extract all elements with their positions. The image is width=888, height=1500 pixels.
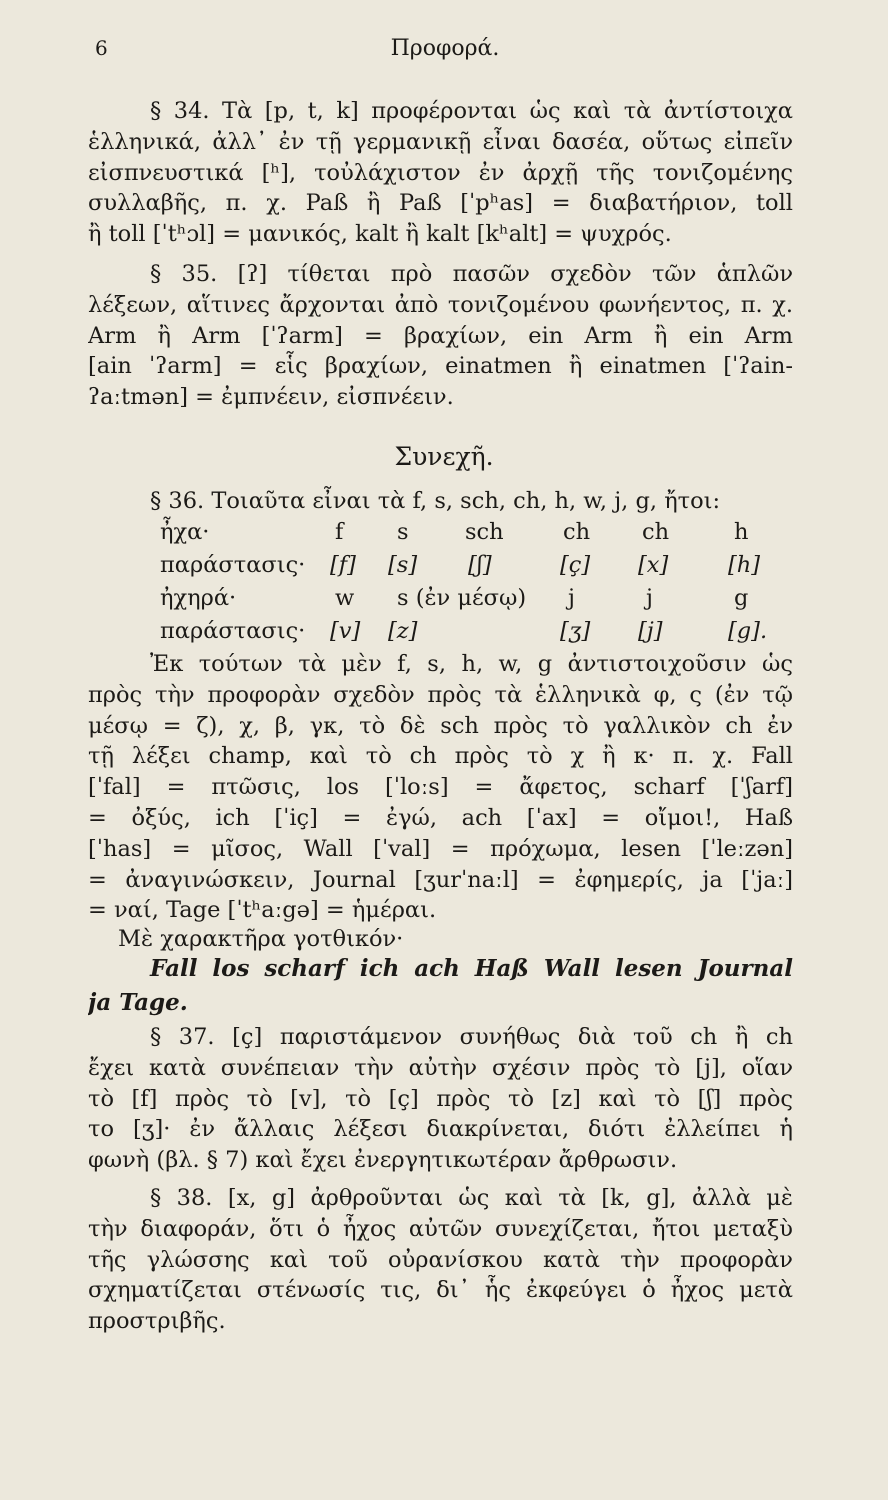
row-label: ἠχηρά·	[160, 585, 237, 611]
table-cell: s (ἐν μέσῳ)	[397, 585, 527, 611]
text-line: = ἀναγινώσκειν, Journal [ʒurˈnaːl] = ἐφημερίς, ja [ˈjaː]	[88, 866, 793, 893]
table-cell: [f]	[330, 552, 356, 578]
row-label: παράστασις·	[160, 552, 306, 578]
table-cell: j	[646, 585, 653, 611]
text-line: [ˈhas] = μῖσος, Wall [ˈval] = πρόχωμα, lesen [ˈleːzən]	[88, 835, 793, 862]
table-cell: [h]	[728, 552, 761, 578]
table-row	[160, 552, 800, 582]
text-line: = ὀξύς, ich [ˈiç] = ἐγώ, ach [ˈax] = οἴμοι!, Haß	[88, 804, 793, 831]
text-line: τῆς γλώσσης καὶ τοῦ οὐρανίσκου κατὰ τὴν προφορὰν	[88, 1246, 793, 1273]
text-line: = ναί, Tage [ˈtʰaːgə] = ἡμέραι.	[88, 897, 437, 924]
running-title: Προφορά.	[390, 36, 500, 61]
table-cell: f	[335, 519, 344, 545]
text-line: λέξεων, αἵτινες ἄρχονται ἀπὸ τονιζομένου φωνήεντος, π. χ.	[88, 291, 793, 318]
section-heading: Συνεχῆ.	[394, 442, 494, 471]
text-line: εἰσπνευστικά [ʰ], τοὐλάχιστον ἐν ἀρχῇ τῆς τονιζομένης	[88, 159, 793, 186]
table-cell: [j]	[638, 618, 663, 644]
text-line: Μὲ χαρακτῆρα γοτθικόν·	[118, 926, 404, 952]
table-row	[160, 618, 800, 648]
table-cell: j	[568, 585, 575, 611]
row-label: παράστασις·	[160, 618, 306, 644]
paragraph-38	[88, 1183, 793, 1337]
table-cell: h	[734, 519, 749, 545]
text-line: ἔχει κατὰ συνέπειαν τὴν αὐτὴν σχέσιν πρὸς τὸ [j], οἵαν	[88, 1054, 793, 1081]
table-cell: sch	[465, 519, 504, 545]
text-line: φωνὴ (βλ. § 7) καὶ ἔχει ἐνεργητικωτέραν ἄρθρωσιν.	[88, 1147, 678, 1174]
text-line: σχηματίζεται στένωσίς τις, δι᾽ ἧς ἐκφεύγει ὁ ἦχος μετὰ	[88, 1277, 793, 1304]
table-cell: g	[734, 585, 749, 611]
gothic-intro	[88, 924, 793, 955]
text-line: Ἐκ τούτων τὰ μὲν f, s, h, w, g ἀντιστοιχοῦσιν ὡς	[150, 651, 793, 677]
table-cell: w	[335, 585, 355, 611]
table-cell: [g].	[728, 618, 768, 644]
paragraph-36-body	[88, 649, 793, 926]
paragraph-37	[88, 1022, 793, 1176]
text-line: πρὸς τὴν προφορὰν σχεδὸν πρὸς τὰ ἑλληνικὰ φ, ς (ἐν τῷ	[88, 681, 793, 708]
text-line: [ˈfal] = πτῶσις, los [ˈloːs] = ἄφετος, scharf [ˈʃarf]	[88, 774, 793, 801]
paragraph-36-intro	[88, 486, 793, 517]
table-cell: [ç]	[560, 552, 591, 578]
sound-table	[160, 519, 800, 648]
paragraph-35	[88, 259, 793, 413]
text-line: μέσῳ = ζ), χ, β, γκ, τὸ δὲ sch πρὸς τὸ γαλλικὸν ch ἐν	[88, 712, 793, 739]
table-cell: [ʒ]	[560, 618, 591, 644]
text-line: το [ʒ]· ἐν ἄλλαις λέξεσι διακρίνεται, διότι ἐλλείπει ἡ	[88, 1116, 793, 1143]
row-label: ἦχα·	[160, 519, 210, 545]
text-line: § 35. [ʔ] τίθεται πρὸ πασῶν σχεδὸν τῶν ἁπλῶν	[150, 261, 793, 287]
text-line: § 36. Τοιαῦτα εἶναι τὰ f, s, sch, ch, h, w, j, g, ἤτοι:	[150, 488, 721, 514]
text-line: § 37. [ç] παριστάμενον συνήθως διὰ τοῦ ch ἢ ch	[150, 1024, 793, 1050]
table-row	[160, 519, 800, 549]
table-cell: [z]	[388, 618, 418, 644]
fraktur-line: Fall los scharf ich ach Haß Wall lesen Journal	[150, 955, 793, 982]
text-line: Arm ἢ Arm [ˈʔarm] = βραχίων, ein Arm ἢ ein Arm	[88, 322, 793, 349]
fraktur-example	[88, 952, 793, 1020]
text-line: ʔaːtmən] = ἐμπνέειν, εἰσπνέειν.	[88, 384, 454, 411]
text-line: ἑλληνικά, ἀλλ᾽ ἐν τῇ γερμανικῇ εἶναι δασέα, οὕτως εἰπεῖν	[88, 128, 793, 155]
table-row	[160, 585, 800, 615]
table-cell: s	[397, 519, 409, 545]
text-line: § 38. [x, g] ἀρθροῦνται ὡς καὶ τὰ [k, g], ἀλλὰ μὲ	[150, 1185, 793, 1211]
table-cell: [v]	[330, 618, 361, 644]
text-line: συλλαβῆς, π. χ. Paß ἢ Paß [ˈpʰas] = διαβατήριον, toll	[88, 190, 793, 217]
page-number: 6	[95, 36, 108, 60]
text-line: τῇ λέξει champ, καὶ τὸ ch πρὸς τὸ χ ἢ κ· π. χ. Fall	[88, 743, 793, 770]
fraktur-line: ja Tage.	[88, 989, 188, 1016]
text-line: ἢ toll [ˈtʰɔl] = μανικός, kalt ἢ kalt [kʰalt] = ψυχρός.	[88, 221, 672, 248]
paragraph-34	[88, 96, 793, 250]
table-cell: ch	[563, 519, 591, 545]
text-line: τὸ [f] πρὸς τὸ [v], τὸ [ç] πρὸς τὸ [z] καὶ τὸ [ʃ] πρὸς	[88, 1085, 793, 1112]
text-line: § 34. Τὰ [p, t, k] προφέρονται ὡς καὶ τὰ ἀντίστοιχα	[150, 98, 793, 124]
text-line: προστριβῆς.	[88, 1308, 226, 1335]
page-header	[95, 36, 795, 66]
table-cell: [s]	[388, 552, 418, 578]
table-cell: ch	[642, 519, 670, 545]
text-line: τὴν διαφοράν, ὅτι ὁ ἦχος αὐτῶν συνεχίζεται, ἤτοι μεταξὺ	[88, 1215, 793, 1242]
table-cell: [x]	[638, 552, 669, 578]
text-line: [ain ˈʔarm] = εἷς βραχίων, einatmen ἢ einatmen [ˈʔain-	[88, 353, 793, 380]
table-cell: [ʃ]	[468, 552, 492, 578]
